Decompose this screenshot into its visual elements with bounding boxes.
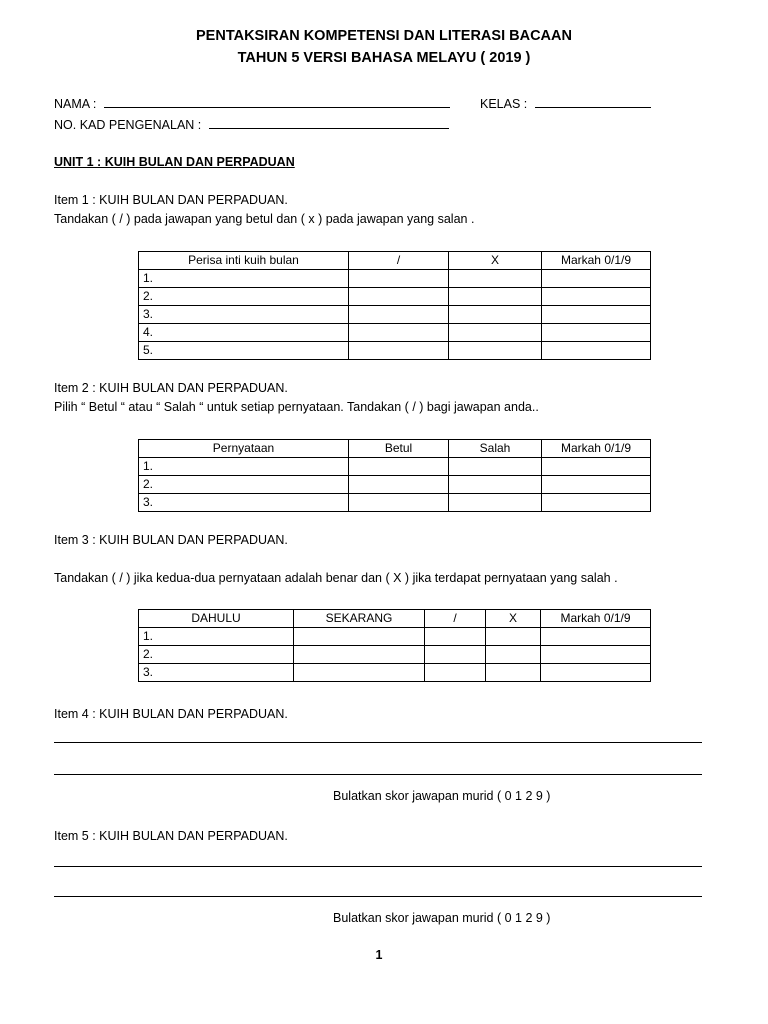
item5-answer-line[interactable] xyxy=(54,866,702,867)
nama-label: NAMA : xyxy=(54,97,97,111)
kelas-field[interactable] xyxy=(535,95,651,108)
answer-cell[interactable] xyxy=(349,494,449,512)
item5-score-label: Bulatkan skor jawapan murid ( 0 1 2 9 ) xyxy=(333,911,551,925)
item1-table xyxy=(138,251,651,360)
answer-cell[interactable] xyxy=(486,628,541,646)
answer-cell[interactable] xyxy=(449,342,542,360)
table-row xyxy=(139,342,651,360)
answer-cell[interactable] xyxy=(294,628,425,646)
answer-cell[interactable] xyxy=(349,476,449,494)
item2-title: Item 2 : KUIH BULAN DAN PERPADUAN. xyxy=(54,381,288,395)
row-number: 2. xyxy=(139,476,349,494)
header-cell: X xyxy=(486,610,541,628)
score-cell[interactable] xyxy=(541,628,651,646)
table-row xyxy=(139,646,651,664)
score-cell[interactable] xyxy=(541,646,651,664)
table-row xyxy=(139,306,651,324)
item1-instruction: Tandakan ( / ) pada jawapan yang betul dan ( x ) pada jawapan yang salan . xyxy=(54,212,475,226)
answer-cell[interactable] xyxy=(486,664,541,682)
row-number: 4. xyxy=(139,324,349,342)
item4-title: Item 4 : KUIH BULAN DAN PERPADUAN. xyxy=(54,707,288,721)
page-title-line1: PENTAKSIRAN KOMPETENSI DAN LITERASI BACAAN xyxy=(196,28,572,44)
kad-field[interactable] xyxy=(209,116,449,129)
table-row xyxy=(139,494,651,512)
answer-cell[interactable] xyxy=(449,494,542,512)
table-header-row xyxy=(139,440,651,458)
score-cell[interactable] xyxy=(541,664,651,682)
row-number: 3. xyxy=(139,494,349,512)
score-cell[interactable] xyxy=(542,270,651,288)
score-cell[interactable] xyxy=(542,342,651,360)
row-number: 5. xyxy=(139,342,349,360)
row-number: 2. xyxy=(139,646,294,664)
answer-cell[interactable] xyxy=(294,646,425,664)
kelas-row xyxy=(480,95,651,111)
header-cell: / xyxy=(349,252,449,270)
answer-cell[interactable] xyxy=(349,288,449,306)
answer-cell[interactable] xyxy=(349,270,449,288)
header-cell: Markah 0/1/9 xyxy=(541,610,651,628)
table-header-row xyxy=(139,610,651,628)
table-row xyxy=(139,458,651,476)
answer-cell[interactable] xyxy=(449,288,542,306)
item1-title: Item 1 : KUIH BULAN DAN PERPADUAN. xyxy=(54,193,288,207)
table-row xyxy=(139,324,651,342)
row-number: 1. xyxy=(139,458,349,476)
item4-answer-line[interactable] xyxy=(54,742,702,743)
answer-cell[interactable] xyxy=(449,458,542,476)
row-number: 3. xyxy=(139,306,349,324)
kelas-label: KELAS : xyxy=(480,97,528,111)
unit-title: UNIT 1 : KUIH BULAN DAN PERPADUAN xyxy=(54,155,295,169)
answer-cell[interactable] xyxy=(449,476,542,494)
answer-cell[interactable] xyxy=(449,324,542,342)
row-number: 3. xyxy=(139,664,294,682)
header-cell: Perisa inti kuih bulan xyxy=(139,252,349,270)
table-row xyxy=(139,628,651,646)
score-cell[interactable] xyxy=(542,458,651,476)
answer-cell[interactable] xyxy=(349,342,449,360)
header-cell: Pernyataan xyxy=(139,440,349,458)
score-cell[interactable] xyxy=(542,476,651,494)
item5-title: Item 5 : KUIH BULAN DAN PERPADUAN. xyxy=(54,829,288,843)
header-cell: Markah 0/1/9 xyxy=(542,252,651,270)
header-cell: SEKARANG xyxy=(294,610,425,628)
answer-cell[interactable] xyxy=(425,646,486,664)
answer-cell[interactable] xyxy=(449,306,542,324)
page-title-line2: TAHUN 5 VERSI BAHASA MELAYU ( 2019 ) xyxy=(237,50,531,66)
answer-cell[interactable] xyxy=(349,458,449,476)
answer-cell[interactable] xyxy=(425,628,486,646)
header-cell: Salah xyxy=(449,440,542,458)
header-cell: X xyxy=(449,252,542,270)
answer-cell[interactable] xyxy=(449,270,542,288)
score-cell[interactable] xyxy=(542,306,651,324)
table-header-row xyxy=(139,252,651,270)
header-cell: Betul xyxy=(349,440,449,458)
header-cell: DAHULU xyxy=(139,610,294,628)
answer-cell[interactable] xyxy=(486,646,541,664)
item3-table xyxy=(138,609,651,682)
score-cell[interactable] xyxy=(542,324,651,342)
table-row xyxy=(139,476,651,494)
item5-answer-line[interactable] xyxy=(54,896,702,897)
page-number: 1 xyxy=(375,948,383,962)
nama-field[interactable] xyxy=(104,95,450,108)
score-cell[interactable] xyxy=(542,288,651,306)
nama-row xyxy=(54,95,450,111)
row-number: 1. xyxy=(139,628,294,646)
score-cell[interactable] xyxy=(542,494,651,512)
item4-score-label: Bulatkan skor jawapan murid ( 0 1 2 9 ) xyxy=(333,789,551,803)
answer-cell[interactable] xyxy=(349,324,449,342)
header-cell: Markah 0/1/9 xyxy=(542,440,651,458)
row-number: 1. xyxy=(139,270,349,288)
header-cell: / xyxy=(425,610,486,628)
table-row xyxy=(139,664,651,682)
item3-title: Item 3 : KUIH BULAN DAN PERPADUAN. xyxy=(54,533,288,547)
answer-cell[interactable] xyxy=(349,306,449,324)
answer-cell[interactable] xyxy=(294,664,425,682)
item2-table xyxy=(138,439,651,512)
table-row xyxy=(139,288,651,306)
kad-row xyxy=(54,116,449,132)
table-row xyxy=(139,270,651,288)
row-number: 2. xyxy=(139,288,349,306)
item2-instruction: Pilih “ Betul “ atau “ Salah “ untuk setiap pernyataan. Tandakan ( / ) bagi jawapan anda.. xyxy=(54,400,539,414)
kad-label: NO. KAD PENGENALAN : xyxy=(54,118,202,132)
item3-instruction: Tandakan ( / ) jika kedua-dua pernyataan adalah benar dan ( X ) jika terdapat pernyataan yang salah . xyxy=(54,571,618,585)
item4-answer-line[interactable] xyxy=(54,774,702,775)
answer-cell[interactable] xyxy=(425,664,486,682)
